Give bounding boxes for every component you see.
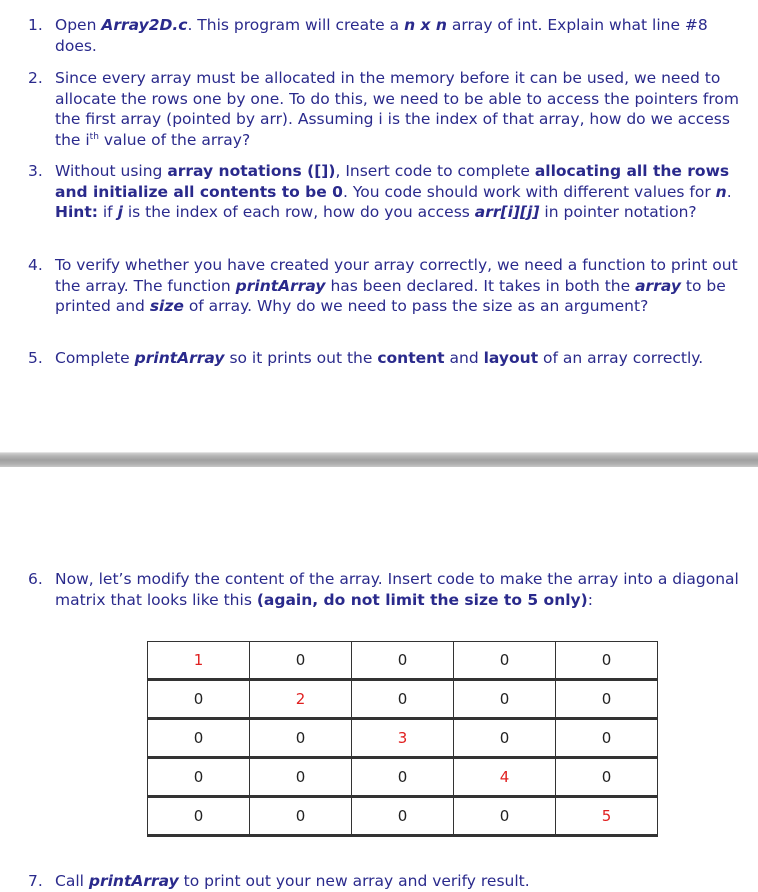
question-text: [55, 68, 743, 150]
text: :: [587, 590, 593, 609]
file-name: Array2D.c: [101, 16, 188, 34]
matrix-cell: 0: [148, 797, 250, 836]
question-number: 3.: [28, 162, 43, 180]
function-name: printArray: [235, 276, 326, 295]
text: in pointer notation?: [539, 203, 697, 221]
text: Since every array must be allocated in the memory before it can be used, we need to allocate the rows one by one. To do this, we need to be able to access the pointers from the first array (pointed by arr). Assuming i is the index of that array, how do we access the i: [55, 69, 739, 149]
bold-text: (again, do not limit the size to 5 only): [256, 590, 588, 609]
text: Complete: [55, 349, 135, 367]
question-6: [28, 569, 743, 610]
text: has been declared. It takes in both the: [325, 276, 636, 295]
matrix-cell: 0: [556, 719, 658, 758]
matrix-row: [148, 797, 658, 836]
matrix-cell: 0: [454, 680, 556, 719]
text: .: [726, 182, 732, 201]
question-text: [55, 161, 743, 223]
question-7: [28, 871, 743, 892]
matrix-cell: 0: [352, 797, 454, 836]
question-2: [28, 68, 743, 150]
question-4: [28, 255, 743, 317]
question-3: [28, 161, 743, 223]
diagonal-matrix-table: [147, 641, 658, 837]
matrix-cell: 0: [454, 797, 556, 836]
text: . You code should work with different values for: [342, 182, 716, 201]
function-name: printArray: [134, 349, 225, 367]
text: if: [97, 203, 118, 221]
matrix-cell: 0: [352, 680, 454, 719]
matrix-cell: 0: [556, 642, 658, 680]
array-size: n x n: [404, 16, 447, 34]
text: , Insert code to complete: [335, 162, 535, 180]
superscript: th: [89, 131, 99, 142]
text: and: [444, 349, 484, 367]
matrix-cell: 0: [352, 758, 454, 797]
matrix-row: [148, 758, 658, 797]
text: Now, let’s modify the content of the array. Insert code to make the array into a diagonal matrix that looks like this: [55, 570, 739, 609]
text: of array. Why do we need to pass the size as an argument?: [183, 297, 649, 315]
matrix-cell: 0: [250, 758, 352, 797]
text: To verify whether you have created your array correctly, we need a function to print out the array. The function: [55, 256, 738, 295]
matrix-row: [148, 642, 658, 680]
matrix-cell: 0: [556, 680, 658, 719]
matrix-cell: 0: [148, 758, 250, 797]
question-5: [28, 348, 743, 369]
matrix-cell: 1: [148, 642, 250, 680]
text: Without using: [55, 162, 168, 180]
question-number: 7.: [28, 872, 43, 890]
question-text: [55, 15, 743, 56]
matrix-cell: 0: [148, 680, 250, 719]
matrix-cell: 0: [454, 719, 556, 758]
question-1: [28, 15, 743, 56]
matrix-cell: 2: [250, 680, 352, 719]
text: Open: [55, 16, 102, 34]
array-access: arr[i][j]: [474, 203, 540, 221]
variable-n: n: [715, 182, 727, 201]
question-number: 1.: [28, 16, 43, 34]
matrix-row: [148, 719, 658, 758]
question-text: [55, 569, 743, 610]
question-text: [55, 255, 743, 317]
param-size: size: [149, 297, 184, 315]
bold-text: content: [377, 349, 445, 367]
text: to print out your new array and verify result.: [178, 872, 530, 890]
matrix-cell: 3: [352, 719, 454, 758]
matrix-cell: 0: [250, 797, 352, 836]
param-array: array: [635, 276, 681, 295]
matrix-cell: 5: [556, 797, 658, 836]
text: of an array correctly.: [538, 349, 704, 367]
question-text: [55, 871, 743, 892]
hint-label: Hint:: [55, 203, 98, 221]
matrix-cell: 4: [454, 758, 556, 797]
matrix-row: [148, 680, 658, 719]
question-text: [55, 348, 743, 369]
text: array of int. Explain what line #8 does.: [55, 16, 708, 55]
matrix-cell: 0: [148, 719, 250, 758]
matrix-cell: 0: [454, 642, 556, 680]
variable-j: j: [117, 203, 123, 221]
bold-text: allocating all the rows and initialize all contents to be 0: [55, 162, 730, 201]
text: is the index of each row, how do you access: [122, 203, 475, 221]
section-divider: [0, 452, 758, 467]
text: . This program will create a: [187, 16, 405, 34]
question-number: 5.: [28, 349, 43, 367]
function-name: printArray: [88, 872, 179, 890]
text: so it prints out the: [224, 349, 378, 367]
bold-text: layout: [483, 349, 539, 367]
matrix-cell: 0: [250, 642, 352, 680]
question-number: 2.: [28, 69, 43, 87]
text: Call: [55, 872, 89, 890]
matrix-cell: 0: [250, 719, 352, 758]
text: value of the array?: [98, 130, 251, 149]
matrix-cell: 0: [556, 758, 658, 797]
question-number: 6.: [28, 570, 43, 588]
question-number: 4.: [28, 256, 43, 274]
matrix-cell: 0: [352, 642, 454, 680]
bold-text: array notations ([]): [167, 162, 336, 180]
text: to be printed and: [55, 276, 726, 315]
